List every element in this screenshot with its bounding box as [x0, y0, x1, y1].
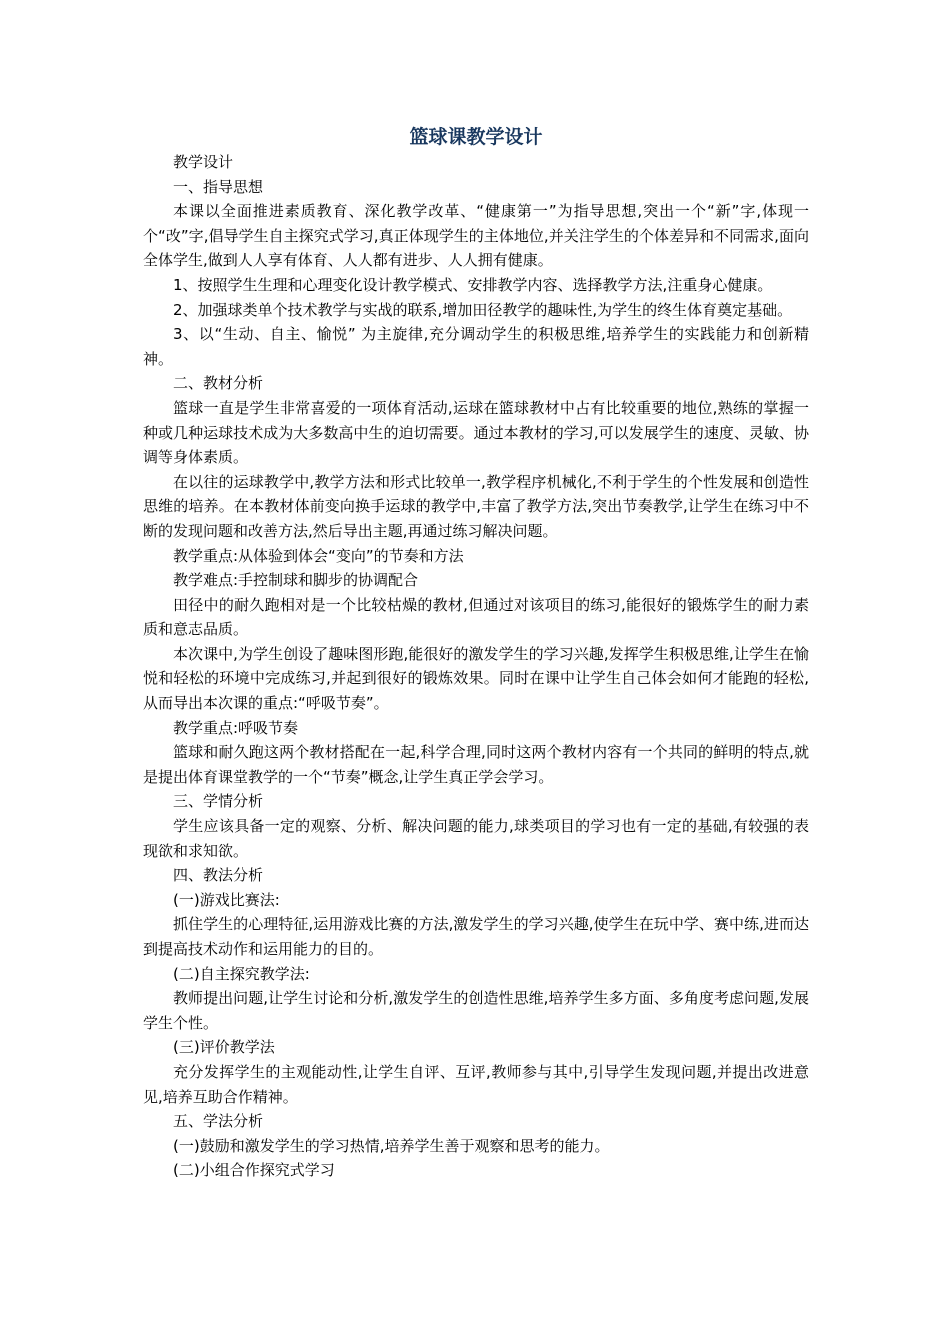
paragraph: 田径中的耐久跑相对是一个比较枯燥的教材,但通过对该项目的练习,能很好的锻炼学生的耐力素质和意志品质。 [143, 595, 809, 639]
section-heading: 二、教材分析 [173, 374, 264, 393]
paragraph: 本次课中,为学生创设了趣味图形跑,能很好的激发学生的学习兴趣,发挥学生积极思维,让学生在愉悦和轻松的环境中完成练习,并起到很好的锻炼效果。同时在课中让学生自己体会如何才能跑的轻松,从而导出本次课的重点:“呼吸节奏”。 [143, 644, 809, 713]
paragraph: 教学重点:呼吸节奏 [173, 718, 299, 737]
paragraph: 篮球一直是学生非常喜爱的一项体育活动,运球在篮球教材中占有比较重要的地位,熟练的掌握一种或几种运球技术成为大多数高中生的迫切需要。通过本教材的学习,可以发展学生的速度、灵敏、协调等身体素质。 [143, 398, 809, 467]
paragraph: 教学难点:手控制球和脚步的协调配合 [173, 571, 419, 590]
paragraph: 教学重点:从体验到体会“变向”的节奏和方法 [173, 546, 464, 565]
section-heading: 三、学情分析 [173, 792, 264, 811]
list-item: 3、以“生动、自主、愉悦” 为主旋律,充分调动学生的积极思维,培养学生的实践能力和创新精神。 [143, 325, 809, 368]
document-page [143, 124, 809, 1183]
paragraph: 篮球和耐久跑这两个教材搭配在一起,科学合理,同时这两个教材内容有一个共同的鲜明的特点,就是提出体育课堂教学的一个“节奏”概念,让学生真正学会学习。 [143, 743, 809, 786]
paragraph: 学生应该具备一定的观察、分析、解决问题的能力,球类项目的学习也有一定的基础,有较强的表现欲和求知欲。 [143, 817, 809, 860]
paragraph: 本课以全面推进素质教育、深化教学改革、“健康第一”为指导思想,突出一个“新”字,体现一个“改”字,倡导学生自主探究式学习,真正体现学生的主体地位,并关注学生的个体差异和不同需求,面向全体学生,做到人人享有体育、人人都有进步、人人拥有健康。 [143, 202, 809, 270]
sub-heading: (三)评价教学法 [173, 1038, 275, 1057]
section-heading: 四、教法分析 [173, 866, 264, 885]
list-item: 1、按照学生生理和心理变化设计教学模式、安排教学内容、选择教学方法,注重身心健康。 [173, 275, 773, 294]
list-item: 2、加强球类单个技术教学与实战的联系,增加田径教学的趣味性,为学生的终生体育奠定基础。 [173, 300, 793, 319]
sub-heading: (一)鼓励和激发学生的学习热情,培养学生善于观察和思考的能力。 [173, 1136, 610, 1155]
sub-heading: (二)自主探究教学法: [173, 964, 310, 983]
paragraph: 教师提出问题,让学生讨论和分析,激发学生的创造性思维,培养学生多方面、多角度考虑问题,发展学生个性。 [143, 989, 809, 1032]
paragraph: 教学设计 [173, 153, 234, 171]
sub-heading: (二)小组合作探究式学习 [173, 1161, 335, 1180]
section-heading: 一、指导思想 [173, 177, 264, 196]
section-heading: 五、学法分析 [173, 1112, 264, 1131]
paragraph: 抓住学生的心理特征,运用游戏比赛的方法,激发学生的学习兴趣,使学生在玩中学、赛中练,进而达到提高技术动作和运用能力的目的。 [143, 915, 809, 958]
paragraph: 在以往的运球教学中,教学方法和形式比较单一,教学程序机械化,不利于学生的个性发展和创造性思维的培养。在本教材体前变向换手运球的教学中,丰富了教学方法,突出节奏教学,让学生在练习中不断的发现问题和改善方法,然后导出主题,再通过练习解决问题。 [143, 472, 809, 540]
paragraph: 充分发挥学生的主观能动性,让学生自评、互评,教师参与其中,引导学生发现问题,并提出改进意见,培养互助合作精神。 [143, 1062, 809, 1106]
sub-heading: (一)游戏比赛法: [173, 890, 280, 909]
document-title: 篮球课教学设计 [409, 126, 543, 148]
